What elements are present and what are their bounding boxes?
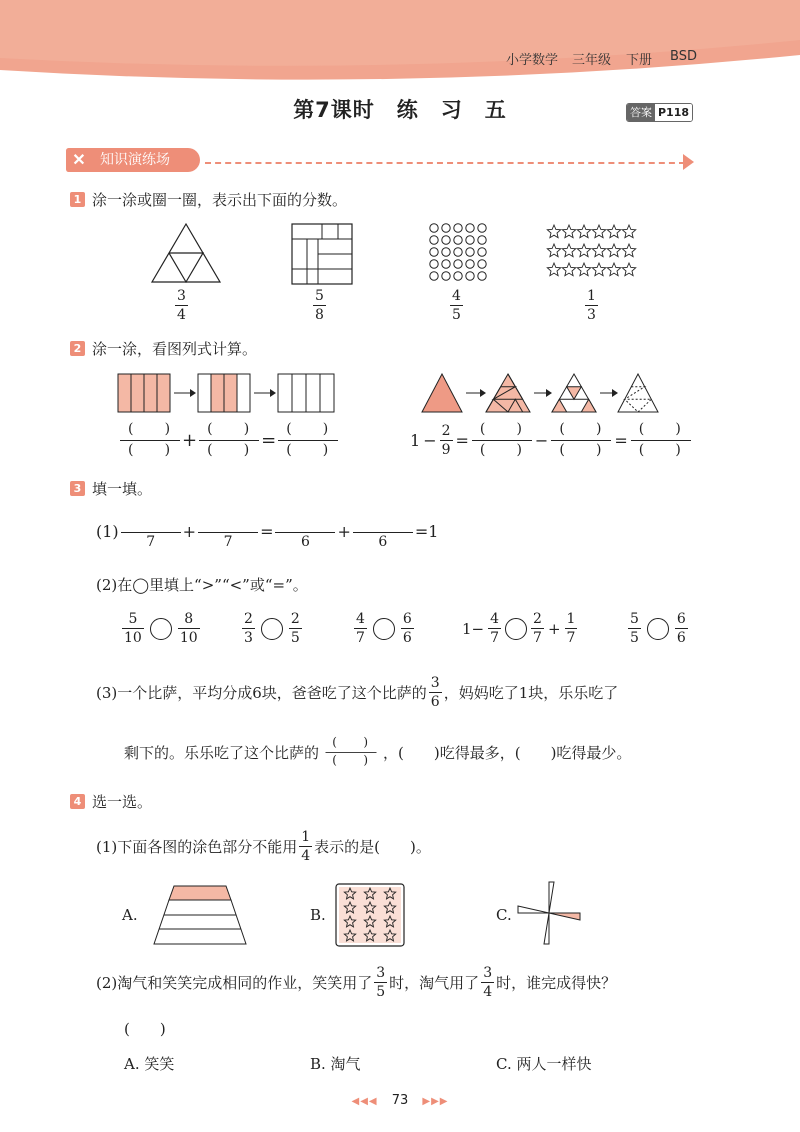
- q1-triangle-figure: [150, 222, 222, 284]
- circle-mark: [466, 236, 474, 244]
- circle-mark: [466, 248, 474, 256]
- compare-item-3: $\frac{4}{7}$ $\frac{6}{6}$: [356, 611, 412, 646]
- star-mark: [607, 263, 620, 276]
- q3-part2-text: (2)在◯里填上“>”“<”或“=”。: [96, 576, 308, 594]
- q3-part3-line2: 剩下的。乐乐吃了这个比萨的 ( ) ( ) ，( )吃得最多，( )吃得最少。: [124, 732, 631, 773]
- q4-option-a[interactable]: A. 笑笑: [124, 1055, 175, 1073]
- star-mark: [622, 263, 635, 276]
- star-mark: [592, 263, 605, 276]
- blank-numerator[interactable]: [353, 514, 413, 532]
- star-mark: [592, 225, 605, 238]
- footer-right-arrows-icon: ▶▶▶: [422, 1096, 449, 1107]
- star-mark: [622, 225, 635, 238]
- q1-text: 涂一涂或圈一圈，表示出下面的分数。: [92, 191, 348, 209]
- banner-arrow-icon: [683, 154, 694, 170]
- circle-mark: [430, 272, 438, 280]
- compare-circle[interactable]: [647, 618, 669, 640]
- header-band: [0, 0, 800, 80]
- blank-fraction[interactable]: [278, 420, 338, 461]
- circle-mark: [442, 236, 450, 244]
- blank-numerator[interactable]: [275, 514, 335, 532]
- circle-mark: [478, 248, 486, 256]
- q1-circles-figure: [428, 222, 490, 284]
- q4-option-b[interactable]: B. 淘气: [310, 1055, 361, 1073]
- blank-fraction[interactable]: [631, 420, 691, 461]
- compare-item-5: $\frac{5}{5}$ $\frac{6}{6}$: [630, 611, 686, 646]
- q1-fraction-2: $\frac{5}{8}$: [315, 288, 324, 323]
- q4-part2-answer-blank[interactable]: ( ): [124, 1020, 166, 1038]
- star-mark: [592, 244, 605, 257]
- star-mark: [547, 263, 560, 276]
- answer-tag[interactable]: [626, 103, 693, 122]
- circle-mark: [466, 272, 474, 280]
- q4-part1-text: (1)下面各图的涂色部分不能用 $\frac{1}{4}$ 表示的是( )。: [96, 829, 431, 864]
- q2-number: 2: [70, 341, 85, 356]
- circle-mark: [478, 272, 486, 280]
- star-mark: [577, 225, 590, 238]
- q2-rectangles-figure: [116, 372, 338, 414]
- star-mark: [607, 225, 620, 238]
- q1-square-figure: [290, 222, 354, 286]
- circle-mark: [430, 260, 438, 268]
- compare-circle[interactable]: [505, 618, 527, 640]
- q3-number: 3: [70, 481, 85, 496]
- circle-mark: [466, 260, 474, 268]
- circle-mark: [478, 224, 486, 232]
- page-title: 第7课时 练 习 五: [293, 98, 507, 122]
- q4-option-b-label[interactable]: B.: [310, 906, 326, 924]
- star-mark: [547, 225, 560, 238]
- q2-expression-left: ( ) ( ) + ( ) ( ) = ( ) ( ): [120, 420, 338, 461]
- q4-text: 选一选。: [92, 793, 153, 811]
- circle-mark: [454, 224, 462, 232]
- compare-item-2: $\frac{2}{3}$ $\frac{2}{5}$: [244, 611, 300, 646]
- star-mark: [562, 225, 575, 238]
- volume-label: 下册: [626, 53, 653, 68]
- blank-fraction[interactable]: [551, 420, 611, 461]
- q1-stars-figure: [546, 222, 638, 282]
- compare-item-1: $\frac{5}{10}$ $\frac{8}{10}$: [124, 611, 198, 646]
- circle-mark: [478, 236, 486, 244]
- circle-mark: [442, 272, 450, 280]
- answer-tag-label: 答案: [627, 104, 655, 121]
- compare-item-4: 1− $\frac{4}{7}$ $\frac{2}{7}$ + $\frac{1}{7}$: [462, 611, 576, 646]
- q1-fraction-4: $\frac{1}{3}$: [587, 288, 596, 323]
- q1-fraction-1: $\frac{3}{4}$: [177, 288, 186, 323]
- q2-triangles-figure: [420, 372, 660, 414]
- compare-circle[interactable]: [373, 618, 395, 640]
- blank-numerator[interactable]: [121, 514, 181, 532]
- q3-compare-row: [122, 612, 702, 656]
- star-mark: [562, 263, 575, 276]
- q3-part3-line1: (3)一个比萨，平均分成6块，爸爸吃了这个比萨的 $\frac{3}{6}$ ，妈妈吃了1块，乐乐吃了: [96, 675, 619, 710]
- star-mark: [577, 244, 590, 257]
- circle-mark: [430, 224, 438, 232]
- circle-mark: [454, 272, 462, 280]
- q2-expression-right: 1 − $\frac{2}{9}$ = ( ) ( ) − ( ) ( ) = ( ) ( ): [410, 420, 691, 461]
- section-banner: 知识演练场: [66, 148, 200, 172]
- circle-mark: [454, 260, 462, 268]
- q4-stars-grid-figure: [334, 882, 406, 948]
- q4-pinwheel-figure: [516, 880, 582, 946]
- blank-fraction[interactable]: [326, 735, 377, 770]
- blank-fraction[interactable]: [199, 420, 259, 461]
- circle-mark: [442, 224, 450, 232]
- blank-fraction[interactable]: [472, 420, 532, 461]
- page-number: 73: [391, 1093, 409, 1108]
- blank-numerator[interactable]: [198, 514, 258, 532]
- q3-part1: (1) 7 + 7 = 6 + 6 =1: [96, 514, 438, 549]
- circle-mark: [442, 260, 450, 268]
- q3-text: 填一填。: [92, 480, 153, 498]
- q1-fraction-3: $\frac{4}{5}$: [452, 288, 461, 323]
- star-mark: [622, 244, 635, 257]
- banner-fork-icon: ✕: [72, 150, 86, 169]
- circle-mark: [466, 224, 474, 232]
- star-mark: [607, 244, 620, 257]
- compare-circle[interactable]: [150, 618, 172, 640]
- q4-option-c-label[interactable]: C.: [496, 906, 512, 924]
- compare-circle[interactable]: [261, 618, 283, 640]
- grade-label: 三年级: [572, 53, 612, 68]
- answer-tag-page: P118: [655, 104, 692, 121]
- q4-option-a-label[interactable]: A.: [122, 906, 138, 924]
- star-mark: [547, 244, 560, 257]
- banner-dash-line: [205, 162, 685, 164]
- blank-fraction[interactable]: [120, 420, 180, 461]
- q4-trapezoid-figure: [152, 884, 248, 946]
- q4-part2-text: (2)淘气和笑笑完成相同的作业，笑笑用了 $\frac{3}{5}$ 时，淘气用了 $\frac{3}{4}$ 时，谁完成得快？: [96, 965, 617, 1000]
- footer-left-arrows-icon: ◀◀◀: [351, 1096, 378, 1107]
- circle-mark: [478, 260, 486, 268]
- edition-label: BSD: [670, 49, 697, 64]
- page-footer: [0, 1093, 800, 1108]
- circle-mark: [454, 236, 462, 244]
- star-mark: [562, 244, 575, 257]
- subject-label: 小学数学: [506, 53, 559, 68]
- circle-mark: [454, 248, 462, 256]
- circle-mark: [430, 248, 438, 256]
- q1-number: 1: [70, 192, 85, 207]
- circle-mark: [442, 248, 450, 256]
- q4-option-c[interactable]: C. 两人一样快: [496, 1055, 592, 1073]
- circle-mark: [430, 236, 438, 244]
- q2-text: 涂一涂，看图列式计算。: [92, 340, 258, 358]
- q4-number: 4: [70, 794, 85, 809]
- star-mark: [577, 263, 590, 276]
